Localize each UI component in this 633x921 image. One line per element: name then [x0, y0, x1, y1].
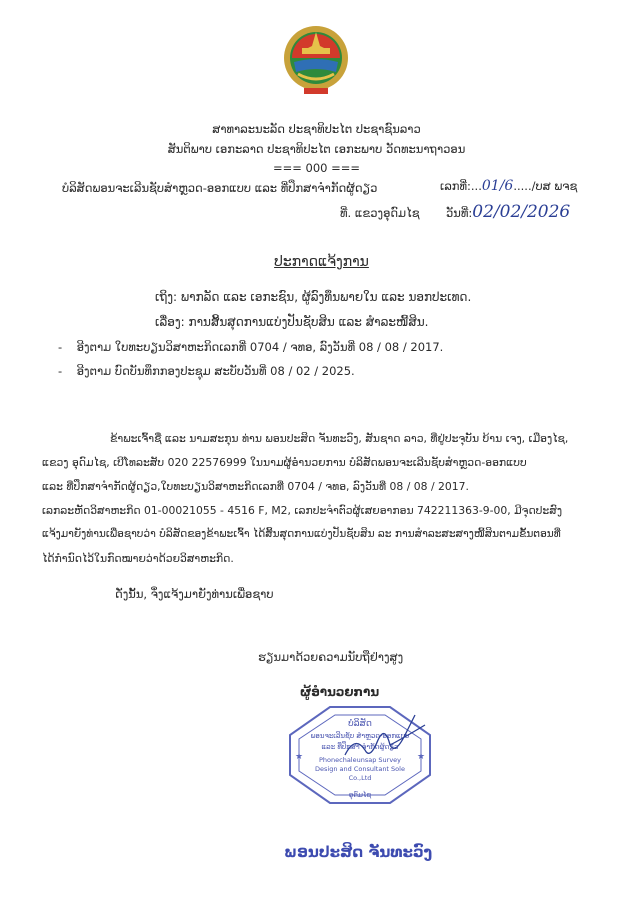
reference-number [440, 178, 577, 194]
national-emblem [280, 18, 352, 100]
signature [340, 695, 430, 775]
subject: ເລື່ອງ: ການສິ້ນສຸດການແບ່ງປັນຊັບສິນ ແລະ ສຳລະໜີ້ສິນ. [155, 315, 429, 329]
body-line: ເລກລະຫັດວິສາຫະກິດ 01-00021055 - 4516 F, M2, ເລກປະຈຳຕົວຜູ້ເສຍອາກອນ 742211363-9-00, ມີຈຸດປະສົງ [42, 504, 563, 517]
body-line: ຂ້າພະເຈົ້າຊື່ ແລະ ນາມສະກຸນ ທ່ານ ພອນປະສິດ ຈັນທະວົງ, ສັນຊາດ ລາວ, ທີ່ຢູ່ປະຈຸບັນ ບ້ານ ເຈງ, ເມືອງໄຊ, [110, 432, 569, 445]
date-label: ວັນທີ່: [446, 206, 473, 220]
reference-item: - ອີງຕາມ ໃບທະບຽນວິສາຫະກິດເລກທີ່ 0704 / ຈທອ, ລົງວັນທີ່ 08 / 08 / 2017. [58, 340, 444, 354]
signer-title: ຜູ້ອຳນວຍການ [300, 685, 380, 699]
body-line: ໄດ້ກຳນົດໄວ້ໃນກົດໝາຍວ່າດ້ວຍວິສາຫະກິດ. [42, 552, 234, 565]
body-line: ແຂວງ ອຸດົມໄຊ, ເບີໂທລະສັບ 020 22576999 ໃນນາມຜູ້ອຳນວຍການ ບໍລິສັດພອນຈະເລີນຊັບສຳຫຼວດ-ອອກແບບ [42, 456, 527, 469]
conclusion: ດັ່ງນັ້ນ, ຈຶ່ງແຈ້ງມາຍັງທ່ານເພື່ອຊາບ [115, 587, 274, 601]
national-motto: ສັນຕິພາບ ເອກະລາດ ປະຊາທິປະໄຕ ເອກະພາບ ວັດທະນາຖາວອນ [167, 142, 466, 156]
place: ທີ່. ແຂວງອຸດົມໄຊ [340, 206, 420, 220]
country-name: ສາທາລະນະລັດ ປະຊາທິປະໄຕ ປະຊາຊົນລາວ [212, 122, 421, 136]
ref-number-handwritten: 01/6 [481, 178, 514, 194]
svg-text:★: ★ [417, 752, 426, 762]
svg-text:★: ★ [295, 752, 304, 762]
ref-label: ເລກທີ່:... [440, 179, 482, 193]
closing: ຮຽນມາດ້ວຍຄວາມນັບຖືຢ່າງສູງ [258, 650, 404, 664]
body-line: ແລະ ທີ່ປຶກສາຈຳກັດຜູ້ດຽວ,ໃບທະບຽນວິສາຫະກິດເລກທີ່ 0704 / ຈທອ, ລົງວັນທີ່ 08 / 08 / 2017. [42, 480, 469, 493]
body-line: ແຈ້ງມາຍັງທ່ານເພື່ອຊາບວ່າ ບໍລິສັດຂອງຂ້າພະເຈົ້າ ໄດ້ສິ້ນສຸດການແບ່ງປັນຊັບສິນ ລະ ການສຳລະສະສາງໜີ້ສິນຕາມຂັ້ນຕອນທີ່ [42, 528, 561, 540]
separator: === 000 === [272, 161, 361, 175]
reference-item: - ອີງຕາມ ບົດບັນທຶກກອງປະຊຸມ ສະບັບວັນທີ່ 08 / 02 / 2025. [58, 364, 355, 378]
ref-suffix: ...../ບສ ພຈຊ [513, 179, 578, 193]
company-name: ບໍລິສັດພອນຈະເລີນຊັບສຳຫຼວດ-ອອກແບບ ແລະ ທີ່ປຶກສາຈຳກັດຜູ້ດຽວ [62, 181, 378, 195]
company-stamp: ★ ★ ບໍລິສັດ ພອນຈະເລີນຊັບ ສຳຫຼວດ-ອອກແບບ ແລະ ທີ່ປຶກສາ ຈຳກັດຜູ້ດຽວ Phonechaleunsap Survey Design and Consultant Sole Co.,Ltd ອຸດົມໄຊ [285, 705, 435, 805]
date-handwritten: 02/02/2026 [472, 202, 571, 222]
recipients: ເຖິງ: ພາກລັດ ແລະ ເອກະຊົນ, ຜູ້ລົງທຶນພາຍໃນ ແລະ ນອກປະເທດ. [155, 290, 472, 304]
date [446, 202, 570, 222]
document-title: ປະກາດແຈ້ງການ [274, 254, 369, 270]
signer-name: ພອນປະສິດ ຈັນທະວົງ [284, 843, 433, 861]
